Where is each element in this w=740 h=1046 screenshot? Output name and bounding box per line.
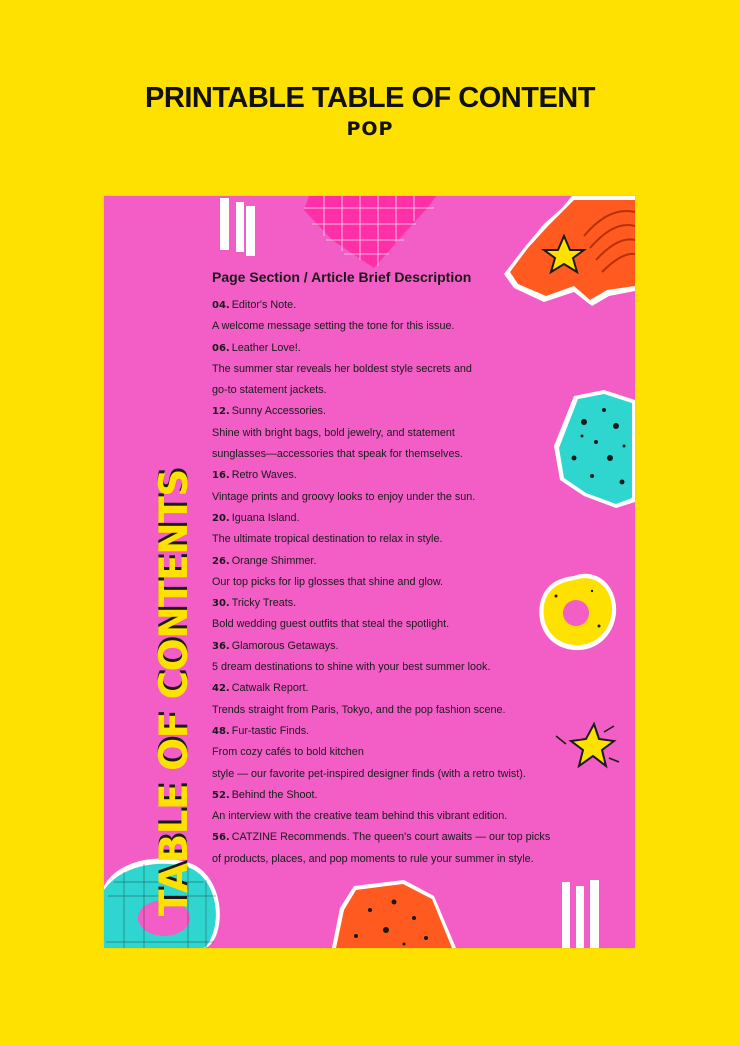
column-header: Page Section / Article Brief Description [212, 269, 472, 285]
entry-title: Leather Love!. [231, 341, 301, 354]
page-number: 36. [212, 640, 230, 652]
toc-poster [104, 196, 635, 948]
entry-description: Trends straight from Paris, Tokyo, and the pop fashion scene. [212, 703, 506, 716]
entry-title: Retro Waves. [231, 469, 297, 482]
page-number: 52. [212, 789, 230, 801]
orange-bottom-patch-decoration [332, 880, 456, 948]
toc-entry [212, 401, 622, 465]
entry-title: Iguana Island. [231, 511, 300, 524]
page-number: 20. [212, 512, 230, 524]
toc-entry [212, 678, 622, 721]
page-title: PRINTABLE TABLE OF CONTENT [145, 82, 595, 114]
entry-title: Fur-tastic Finds. [231, 724, 310, 737]
page-number: 04. [212, 300, 230, 311]
toc-entry [212, 508, 622, 551]
toc-entry [212, 295, 622, 338]
entry-description: 5 dream destinations to shine with your best summer look. [212, 661, 491, 674]
toc-entry [212, 827, 622, 870]
entry-description: style — our favorite pet-inspired designer finds (with a retro twist). [212, 767, 526, 780]
page-number: 12. [212, 406, 230, 418]
entry-description: Bold wedding guest outfits that steal the spotlight. [212, 618, 450, 631]
page-number: 48. [212, 725, 230, 737]
entry-description: sunglasses—accessories that speak for themselves. [212, 448, 463, 461]
page-number: 42. [212, 683, 230, 695]
toc-entry [212, 465, 622, 508]
entry-title: Orange Shimmer. [231, 554, 317, 567]
page-number: 06. [212, 342, 230, 354]
toc-entry [212, 593, 622, 636]
page-number: 26. [212, 555, 230, 567]
entry-title: Catwalk Report. [231, 682, 309, 695]
toc-entry [212, 551, 622, 594]
checkered-patch-decoration [304, 196, 436, 268]
toc-entry [212, 785, 622, 828]
entry-title: Editor's Note. [231, 299, 297, 311]
entry-description: A welcome message setting the tone for this issue. [212, 320, 455, 333]
vertical-title: TABLE OF CONTENTS [152, 469, 197, 916]
entry-title: Behind the Shoot. [231, 788, 318, 801]
entry-description: The summer star reveals her boldest style secrets and [212, 362, 472, 375]
entry-description: of products, places, and pop moments to rule your summer in style. [212, 852, 534, 865]
toc-entry [212, 338, 622, 402]
page-number: 16. [212, 470, 230, 482]
page-number: 56. [212, 832, 230, 844]
entry-description: Shine with bright bags, bold jewelry, and statement [212, 426, 455, 439]
entry-title: Glamorous Getaways. [231, 639, 339, 652]
toc-list [212, 269, 622, 870]
entry-description: Our top picks for lip glosses that shine and glow. [212, 575, 444, 588]
entry-description: From cozy cafés to bold kitchen [212, 746, 364, 759]
entry-description: go-to statement jackets. [212, 384, 327, 397]
entry-description: An interview with the creative team behind this vibrant edition. [212, 810, 508, 823]
toc-entry [212, 721, 622, 785]
entry-title: Sunny Accessories. [231, 405, 326, 418]
entry-title: Tricky Treats. [231, 597, 297, 610]
stripes-decoration [220, 198, 255, 256]
entry-description: Vintage prints and groovy looks to enjoy under the sun. [212, 490, 476, 503]
stripes-bottom-decoration [562, 880, 599, 948]
toc-entry [212, 636, 622, 679]
entry-description: The ultimate tropical destination to relax in style. [212, 533, 443, 546]
page-subtitle: POP [346, 118, 394, 140]
page-number: 30. [212, 598, 230, 610]
entry-title: CATZINE Recommends. The queen's court awaits — our top picks [231, 831, 551, 844]
